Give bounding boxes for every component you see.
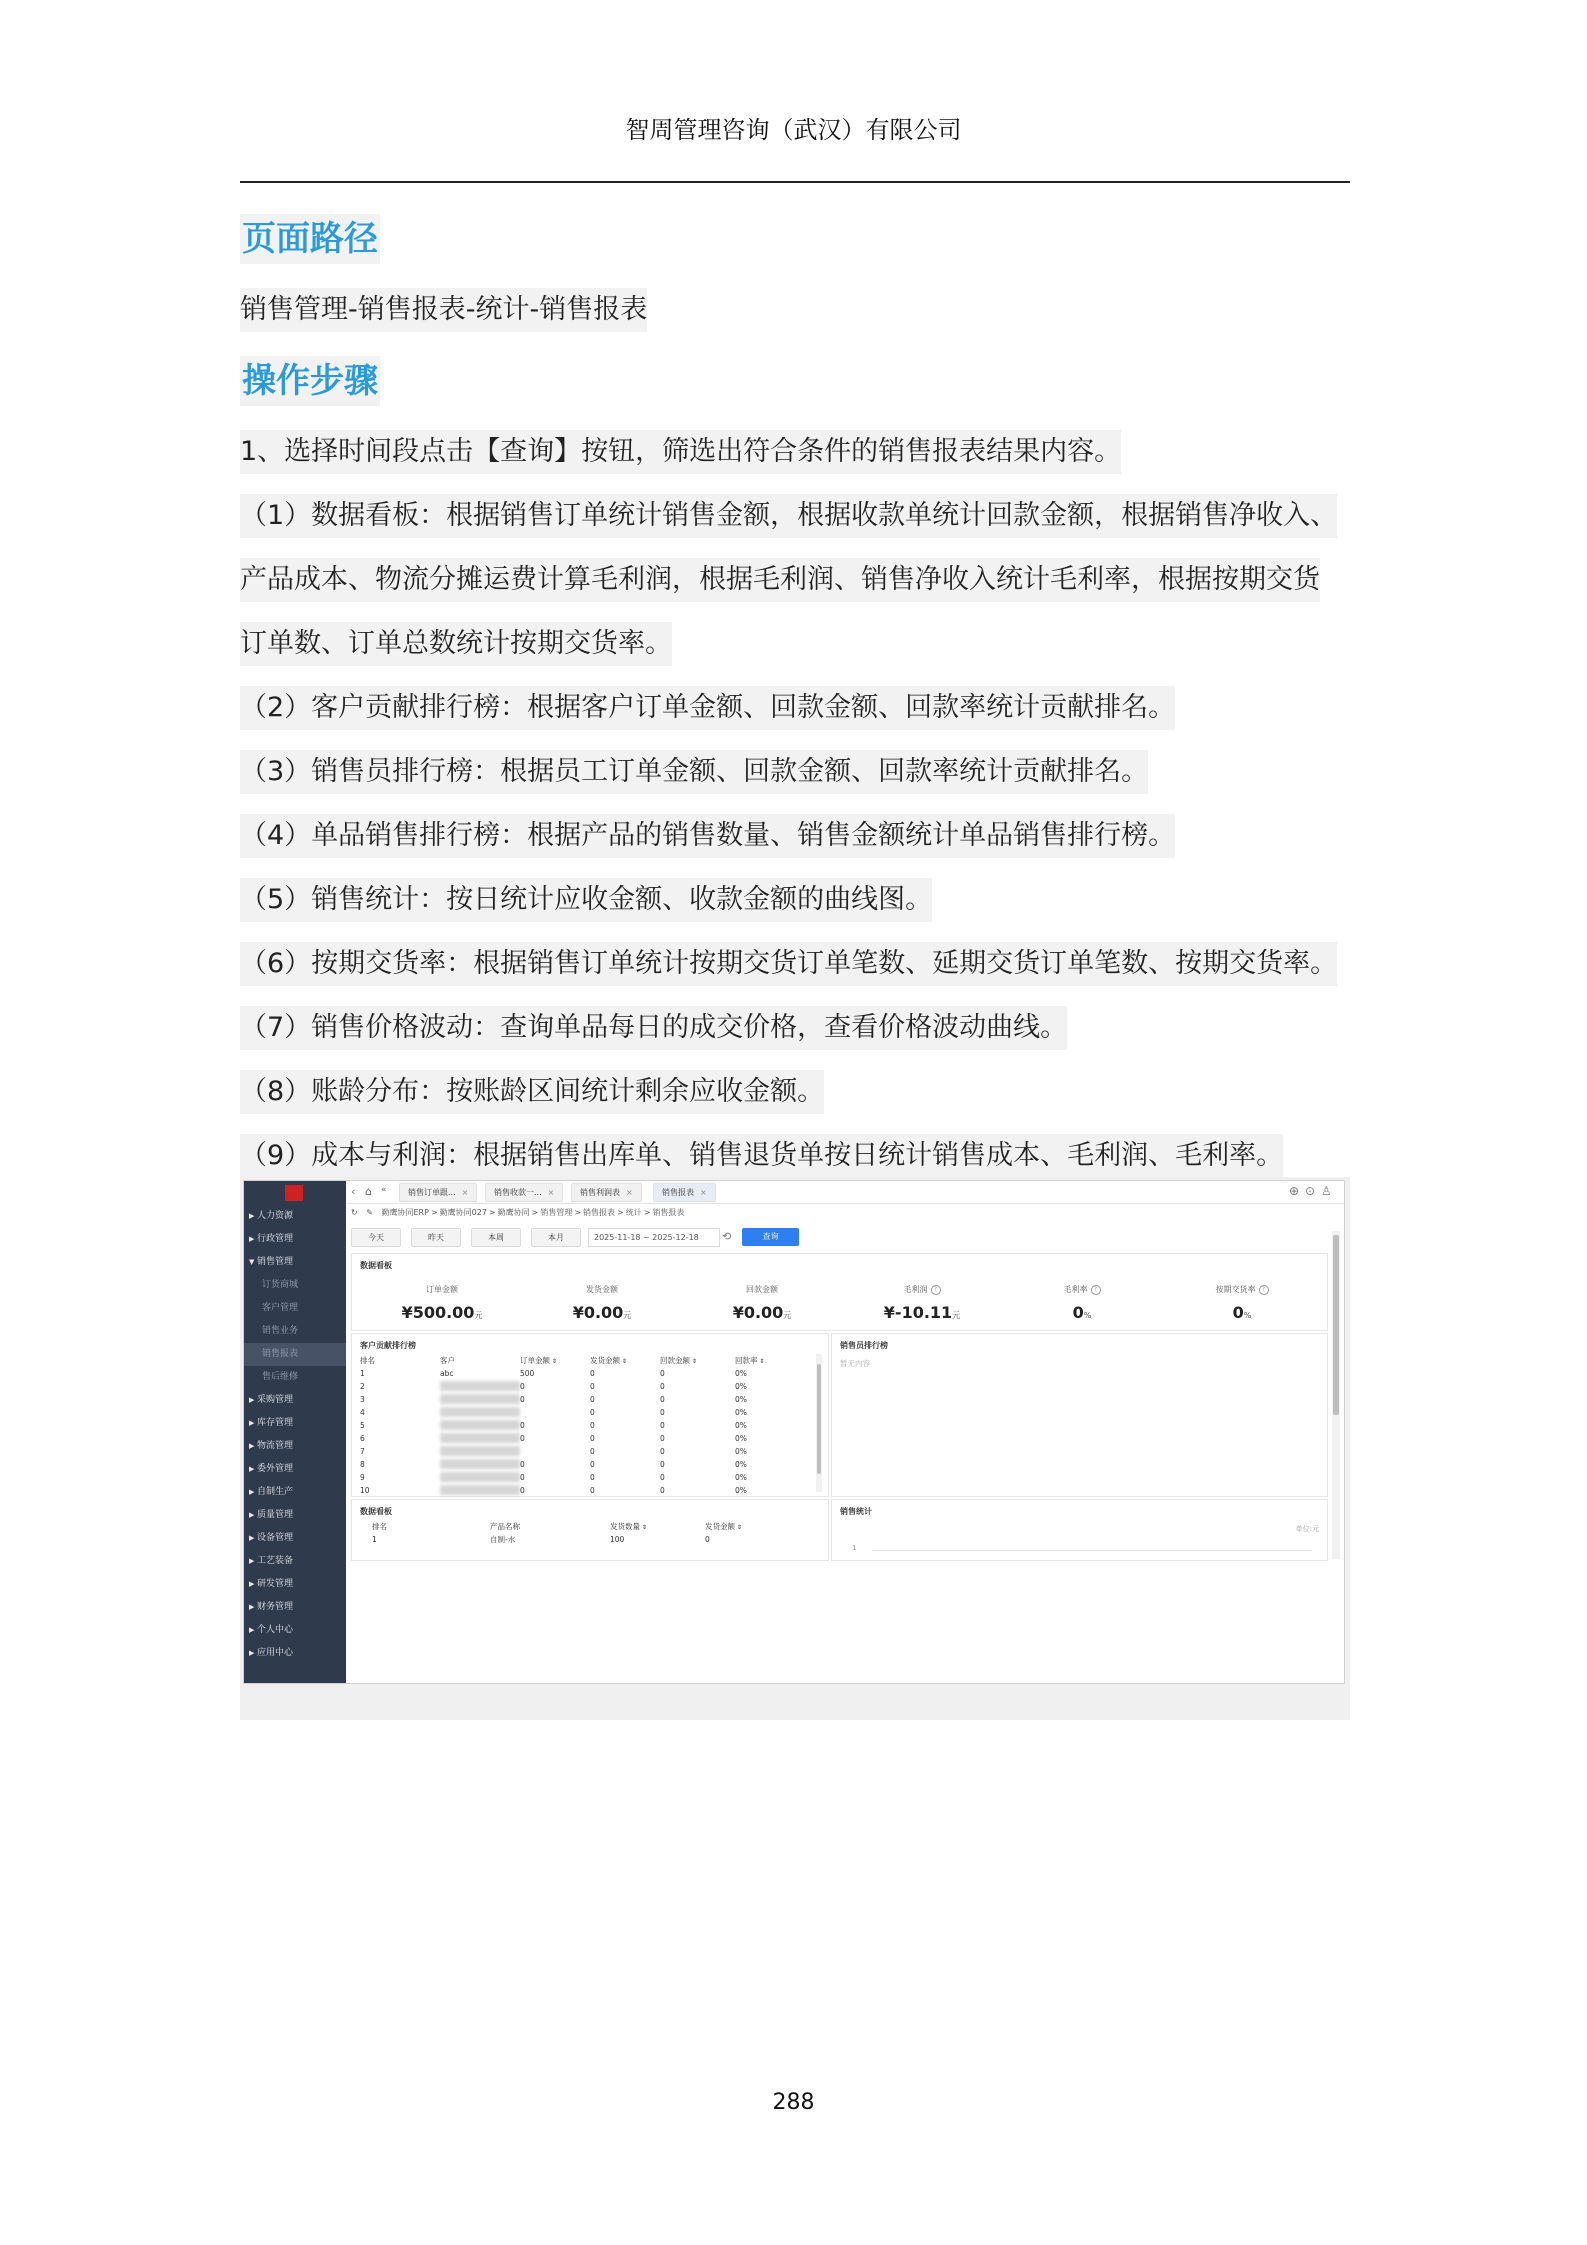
breadcrumb-separator: > bbox=[531, 1208, 539, 1217]
erp-screenshot bbox=[240, 1177, 1350, 1720]
sort-icon[interactable]: ⇕ bbox=[550, 1358, 557, 1365]
table-cell: abc bbox=[440, 1369, 454, 1378]
table-cell: 0 bbox=[660, 1421, 665, 1430]
kpi-card bbox=[687, 1284, 837, 1322]
caret-right-icon: ▶ bbox=[249, 1396, 255, 1404]
kpi-unit: 元 bbox=[952, 1311, 961, 1320]
home-icon[interactable]: ⌂ bbox=[365, 1185, 372, 1198]
sidebar-item-label: 人力资源 bbox=[257, 1211, 294, 1221]
kpi-unit: 元 bbox=[474, 1311, 483, 1320]
customer-rank-panel bbox=[351, 1333, 829, 1497]
table-cell: 0 bbox=[590, 1395, 595, 1404]
caret-right-icon: ▶ bbox=[249, 1626, 255, 1634]
table-cell: 100 bbox=[610, 1535, 625, 1544]
table-cell: 0 bbox=[660, 1369, 665, 1378]
table-cell: 0% bbox=[735, 1473, 747, 1482]
info-icon[interactable]: ? bbox=[1259, 1285, 1269, 1295]
sidebar-menu bbox=[244, 1205, 346, 1665]
main-area bbox=[347, 1181, 1344, 1683]
product-rank-table bbox=[360, 1520, 800, 1556]
table-cell: 3 bbox=[360, 1395, 365, 1404]
table-cell: 0 bbox=[520, 1434, 525, 1443]
table-cell: 4 bbox=[360, 1408, 365, 1417]
sidebar-item[interactable] bbox=[244, 1389, 346, 1412]
caret-right-icon: ▶ bbox=[249, 1649, 255, 1657]
reset-icon[interactable]: ⟲ bbox=[722, 1230, 732, 1243]
sidebar-item[interactable] bbox=[244, 1573, 346, 1596]
table-cell: 8 bbox=[360, 1460, 365, 1469]
globe-icon[interactable]: ⊕ bbox=[1289, 1184, 1300, 1198]
table-cell: 0% bbox=[735, 1486, 747, 1495]
step-paragraph: （1）数据看板：根据销售订单统计销售金额，根据收款单统计回款金额，根据销售净收入、 bbox=[240, 494, 1337, 538]
page-path-text: 销售管理-销售报表-统计-销售报表 bbox=[240, 288, 647, 332]
step-paragraph: 订单数、订单总数统计按期交货率。 bbox=[240, 622, 672, 666]
step-paragraph: 1、选择时间段点击【查询】按钮，筛选出符合条件的销售报表结果内容。 bbox=[240, 430, 1121, 474]
sidebar-item-label: 销售管理 bbox=[257, 1257, 294, 1267]
query-button[interactable]: 查询 bbox=[742, 1228, 799, 1246]
column-header[interactable]: 排名 bbox=[360, 1356, 375, 1365]
sidebar-item-label: 财务管理 bbox=[257, 1602, 294, 1612]
blurred-customer-name bbox=[440, 1484, 520, 1499]
scrollbar-thumb[interactable] bbox=[817, 1364, 821, 1474]
table-cell: 0 bbox=[590, 1434, 595, 1443]
column-header[interactable]: 排名 bbox=[372, 1522, 387, 1531]
kpi-unit: 元 bbox=[783, 1311, 792, 1320]
app-logo bbox=[285, 1185, 303, 1201]
column-header[interactable]: 发货金额 ⇕ bbox=[705, 1522, 742, 1531]
sidebar-item[interactable] bbox=[244, 1274, 346, 1297]
kpi-card bbox=[1007, 1284, 1157, 1322]
sidebar-item-label: 工艺装备 bbox=[257, 1556, 294, 1566]
sidebar-item-label: 物流管理 bbox=[257, 1441, 294, 1451]
breadcrumb-separator: > bbox=[617, 1208, 624, 1217]
sidebar-item[interactable] bbox=[244, 1596, 346, 1619]
table-cell: 0 bbox=[520, 1473, 525, 1482]
sidebar-item-label: 质量管理 bbox=[257, 1510, 294, 1520]
table-cell: 0 bbox=[660, 1473, 665, 1482]
sidebar-item[interactable] bbox=[244, 1481, 346, 1504]
step-paragraph: 产品成本、物流分摊运费计算毛利润，根据毛利润、销售净收入统计毛利率，根据按期交货 bbox=[240, 558, 1320, 602]
salesman-rank-panel bbox=[831, 1333, 1328, 1497]
column-header[interactable]: 发货金额 ⇕ bbox=[590, 1356, 627, 1365]
sidebar-item[interactable] bbox=[244, 1205, 346, 1228]
y-tick-label: 1 bbox=[852, 1544, 857, 1552]
sidebar-item-label: 采购管理 bbox=[257, 1395, 294, 1405]
table-cell: 0% bbox=[735, 1369, 747, 1378]
table-cell: 0% bbox=[735, 1447, 747, 1456]
caret-right-icon: ▶ bbox=[249, 1557, 255, 1565]
table-cell: 2 bbox=[360, 1382, 365, 1391]
table-cell: 6 bbox=[360, 1434, 365, 1443]
table-cell: 0 bbox=[590, 1473, 595, 1482]
sort-icon[interactable]: ⇕ bbox=[690, 1358, 697, 1365]
dashboard-title: 数据看板 bbox=[360, 1261, 392, 1270]
product-rank-title: 数据看板 bbox=[360, 1507, 392, 1516]
product-rank-panel bbox=[351, 1499, 829, 1561]
table-cell: 0% bbox=[735, 1460, 747, 1469]
table-cell: 0 bbox=[520, 1395, 525, 1404]
kpi-label: 毛利率 bbox=[1063, 1285, 1088, 1294]
sidebar-item[interactable] bbox=[244, 1504, 346, 1527]
breadcrumb-path bbox=[382, 1208, 687, 1217]
close-icon[interactable]: × bbox=[547, 1188, 555, 1197]
column-header[interactable]: 订单金额 ⇕ bbox=[520, 1356, 557, 1365]
sidebar-item[interactable] bbox=[244, 1527, 346, 1550]
tab-sales-receipt[interactable]: 销售收款一... × bbox=[485, 1183, 563, 1202]
caret-right-icon: ▶ bbox=[249, 1465, 255, 1473]
table-cell: 0 bbox=[520, 1460, 525, 1469]
kpi-value: ¥500.00 bbox=[401, 1303, 475, 1322]
kpi-unit: % bbox=[1083, 1311, 1092, 1320]
breadcrumb-separator: > bbox=[488, 1208, 496, 1217]
sidebar-item[interactable] bbox=[244, 1251, 346, 1274]
pin-icon[interactable]: ✎ bbox=[366, 1208, 373, 1217]
sidebar-item[interactable] bbox=[244, 1550, 346, 1573]
table-cell: 500 bbox=[520, 1369, 535, 1378]
kpi-value: ¥-10.11 bbox=[883, 1303, 953, 1322]
step-paragraph: （6）按期交货率：根据销售订单统计按期交货订单笔数、延期交货订单笔数、按期交货率。 bbox=[240, 942, 1337, 986]
sidebar-item[interactable] bbox=[244, 1435, 346, 1458]
sidebar-item[interactable] bbox=[244, 1228, 346, 1251]
table-cell: 0 bbox=[520, 1421, 525, 1430]
sidebar-item[interactable] bbox=[244, 1642, 346, 1665]
table-cell: 0 bbox=[660, 1408, 665, 1417]
sort-icon[interactable]: ⇕ bbox=[757, 1358, 765, 1365]
sidebar-item[interactable] bbox=[244, 1320, 346, 1343]
table-cell: 0 bbox=[660, 1395, 665, 1404]
zoom-icon[interactable]: ⊙ bbox=[1305, 1184, 1316, 1198]
sort-icon[interactable]: ⇕ bbox=[640, 1524, 647, 1531]
caret-down-icon: ▼ bbox=[249, 1258, 255, 1266]
table-cell: 0 bbox=[660, 1460, 665, 1469]
date-range-input[interactable]: 2025-11-18 ~ 2025-12-18 bbox=[588, 1228, 720, 1247]
step-paragraph: （2）客户贡献排行榜：根据客户订单金额、回款金额、回款率统计贡献排名。 bbox=[240, 686, 1175, 730]
page-scrollbar[interactable] bbox=[1332, 1231, 1340, 1559]
empty-text: 暂无内容 bbox=[840, 1359, 870, 1368]
table-cell: 7 bbox=[360, 1447, 365, 1456]
step-paragraph: （5）销售统计：按日统计应收金额、收款金额的曲线图。 bbox=[240, 878, 932, 922]
table-cell: 自制-水 bbox=[490, 1535, 516, 1544]
breadcrumb-item[interactable]: 销售报表 bbox=[583, 1208, 616, 1217]
kpi-value: ¥0.00 bbox=[572, 1303, 624, 1322]
breadcrumb-item[interactable]: 勤鹰协同027 bbox=[439, 1208, 487, 1217]
table-cell: 1 bbox=[360, 1369, 365, 1378]
info-icon[interactable]: ? bbox=[1091, 1285, 1101, 1295]
page-path-heading: 页面路径 bbox=[240, 214, 380, 264]
sidebar-item-label: 行政管理 bbox=[257, 1234, 294, 1244]
sales-stats-title: 销售统计 bbox=[840, 1507, 872, 1516]
breadcrumb-item[interactable]: 销售报表 bbox=[652, 1208, 685, 1217]
table-cell: 0 bbox=[705, 1535, 710, 1544]
close-icon[interactable]: × bbox=[461, 1188, 469, 1197]
grid-line bbox=[872, 1550, 1312, 1551]
step-paragraph: （3）销售员排行榜：根据员工订单金额、回款金额、回款率统计贡献排名。 bbox=[240, 750, 1148, 794]
sidebar-item-label: 客户管理 bbox=[262, 1303, 299, 1313]
table-cell: 0 bbox=[520, 1382, 525, 1391]
sidebar-item-label: 库存管理 bbox=[257, 1418, 294, 1428]
kpi-unit: 元 bbox=[623, 1311, 632, 1320]
breadcrumb-separator: > bbox=[643, 1208, 651, 1217]
kpi-card bbox=[1167, 1284, 1317, 1322]
salesman-rank-title: 销售员排行榜 bbox=[840, 1341, 888, 1350]
close-icon[interactable]: × bbox=[700, 1188, 707, 1197]
step-paragraph: （7）销售价格波动：查询单品每日的成交价格，查看价格波动曲线。 bbox=[240, 1006, 1067, 1050]
kpi-value: 0 bbox=[1232, 1303, 1244, 1322]
breadcrumb-item[interactable]: 勤鹰协同 bbox=[497, 1208, 530, 1217]
page-number: 288 bbox=[772, 2090, 815, 2115]
column-header[interactable]: 发货数量 ⇕ bbox=[610, 1522, 647, 1531]
page-scrollbar-thumb[interactable] bbox=[1333, 1235, 1339, 1415]
customer-rank-table bbox=[360, 1354, 800, 1494]
table-cell: 5 bbox=[360, 1421, 365, 1430]
customer-rank-title: 客户贡献排行榜 bbox=[360, 1341, 416, 1350]
sidebar-item[interactable] bbox=[244, 1412, 346, 1435]
refresh-icon[interactable]: ↻ bbox=[351, 1208, 358, 1217]
info-icon[interactable]: ? bbox=[931, 1285, 941, 1295]
close-icon[interactable]: × bbox=[626, 1188, 633, 1197]
column-header[interactable]: 客户 bbox=[440, 1356, 455, 1365]
sidebar-item[interactable] bbox=[244, 1343, 346, 1366]
kpi-card bbox=[527, 1284, 677, 1322]
kpi-label: 毛利润 bbox=[903, 1285, 928, 1294]
table-cell: 10 bbox=[360, 1486, 370, 1495]
table-cell: 0 bbox=[590, 1421, 595, 1430]
caret-right-icon: ▶ bbox=[249, 1488, 255, 1496]
table-cell: 9 bbox=[360, 1473, 365, 1482]
table-cell: 0% bbox=[735, 1408, 747, 1417]
column-header[interactable]: 回款率 ⇕ bbox=[735, 1356, 765, 1365]
kpi-label: 回款金额 bbox=[746, 1285, 778, 1294]
sales-stats-panel bbox=[831, 1499, 1328, 1561]
sort-icon[interactable]: ⇕ bbox=[735, 1524, 742, 1531]
sidebar-item-label: 研发管理 bbox=[257, 1579, 294, 1589]
table-cell: 0% bbox=[735, 1395, 747, 1404]
kpi-unit: % bbox=[1243, 1311, 1252, 1320]
back-icon[interactable]: ‹ bbox=[351, 1185, 356, 1198]
step-paragraph: （9）成本与利润：根据销售出库单、销售退货单按日统计销售成本、毛利润、毛利率。 bbox=[240, 1134, 1283, 1178]
sidebar-item-label: 应用中心 bbox=[257, 1648, 294, 1658]
caret-right-icon: ▶ bbox=[249, 1534, 255, 1542]
caret-right-icon: ▶ bbox=[249, 1419, 255, 1427]
caret-right-icon: ▶ bbox=[249, 1442, 255, 1450]
today-button[interactable]: 今天 bbox=[351, 1228, 401, 1247]
sidebar-item-label: 委外管理 bbox=[257, 1464, 294, 1474]
column-header[interactable]: 回款金额 ⇕ bbox=[660, 1356, 697, 1365]
tab-sales-order-track[interactable]: 销售订单跟... × bbox=[399, 1183, 477, 1202]
caret-right-icon: ▶ bbox=[249, 1511, 255, 1519]
table-cell: 0 bbox=[590, 1460, 595, 1469]
sidebar-item-label: 销售报表 bbox=[262, 1349, 299, 1359]
table-cell: 0 bbox=[590, 1486, 595, 1495]
table-cell: 1 bbox=[372, 1535, 377, 1544]
kpi-card bbox=[847, 1284, 997, 1322]
table-cell: 0 bbox=[520, 1486, 525, 1495]
tab-sales-report[interactable]: 销售报表 × bbox=[653, 1183, 716, 1202]
caret-right-icon: ▶ bbox=[249, 1603, 255, 1611]
sidebar-item-label: 订货商城 bbox=[262, 1280, 299, 1290]
sidebar-item[interactable] bbox=[244, 1366, 346, 1389]
table-cell: 0% bbox=[735, 1434, 747, 1443]
sidebar-item-label: 个人中心 bbox=[257, 1625, 294, 1635]
table-cell: 0% bbox=[735, 1421, 747, 1430]
kpi-value: ¥0.00 bbox=[732, 1303, 784, 1322]
table-cell: 0 bbox=[660, 1382, 665, 1391]
breadcrumb bbox=[347, 1205, 692, 1221]
scrollbar[interactable] bbox=[816, 1354, 822, 1492]
sidebar-item[interactable] bbox=[244, 1619, 346, 1642]
caret-right-icon: ▶ bbox=[249, 1235, 255, 1243]
table-cell: 0 bbox=[660, 1486, 665, 1495]
kpi-label: 发货金额 bbox=[586, 1285, 618, 1294]
column-header[interactable]: 产品名称 bbox=[490, 1522, 520, 1531]
steps-heading: 操作步骤 bbox=[240, 356, 380, 406]
tab-sales-profit[interactable]: 销售利润表 × bbox=[571, 1183, 642, 1202]
breadcrumb-separator: > bbox=[430, 1208, 438, 1217]
dashboard-panel bbox=[351, 1253, 1328, 1331]
table-cell: 0 bbox=[660, 1447, 665, 1456]
this-month-button[interactable]: 本月 bbox=[531, 1228, 581, 1247]
breadcrumb-item[interactable]: 统计 bbox=[625, 1208, 642, 1217]
sidebar-item[interactable] bbox=[244, 1297, 346, 1320]
this-week-button[interactable]: 本周 bbox=[471, 1228, 521, 1247]
sidebar-item-label: 售后维修 bbox=[262, 1372, 299, 1382]
sidebar-item-label: 销售业务 bbox=[262, 1326, 299, 1336]
sort-icon[interactable]: ⇕ bbox=[620, 1358, 627, 1365]
table-cell: 0 bbox=[590, 1447, 595, 1456]
table-cell: 0 bbox=[590, 1408, 595, 1417]
sidebar-item-label: 自制生产 bbox=[257, 1487, 294, 1497]
user-icon[interactable]: ♙ bbox=[1321, 1184, 1332, 1198]
caret-right-icon: ▶ bbox=[249, 1212, 255, 1220]
step-paragraph: （4）单品销售排行榜：根据产品的销售数量、销售金额统计单品销售排行榜。 bbox=[240, 814, 1175, 858]
double-chevron-left-icon[interactable]: « bbox=[381, 1185, 387, 1195]
table-cell: 0 bbox=[590, 1369, 595, 1378]
kpi-card bbox=[367, 1284, 517, 1322]
table-cell: 0 bbox=[590, 1382, 595, 1391]
step-paragraph: （8）账龄分布：按账龄区间统计剩余应收金额。 bbox=[240, 1070, 824, 1114]
table-cell: 0 bbox=[660, 1434, 665, 1443]
sidebar bbox=[244, 1181, 346, 1683]
company-header: 智周管理咨询（武汉）有限公司 bbox=[625, 116, 962, 144]
kpi-label: 按期交货率 bbox=[1215, 1285, 1256, 1294]
sidebar-item[interactable] bbox=[244, 1458, 346, 1481]
breadcrumb-item[interactable]: 勤鹰协同ERP bbox=[381, 1208, 429, 1217]
breadcrumb-separator: > bbox=[574, 1208, 582, 1217]
table-cell: 0% bbox=[735, 1382, 747, 1391]
tab-bar bbox=[347, 1181, 1344, 1204]
kpi-label: 订单金额 bbox=[426, 1285, 458, 1294]
yesterday-button[interactable]: 昨天 bbox=[411, 1228, 461, 1247]
unit-label: 单位:元 bbox=[1295, 1525, 1319, 1533]
breadcrumb-item[interactable]: 销售管理 bbox=[540, 1208, 573, 1217]
sidebar-item-label: 设备管理 bbox=[257, 1533, 294, 1543]
erp-window bbox=[243, 1180, 1345, 1684]
caret-right-icon: ▶ bbox=[249, 1580, 255, 1588]
header-divider bbox=[240, 181, 1350, 183]
kpi-value: 0 bbox=[1072, 1303, 1084, 1322]
